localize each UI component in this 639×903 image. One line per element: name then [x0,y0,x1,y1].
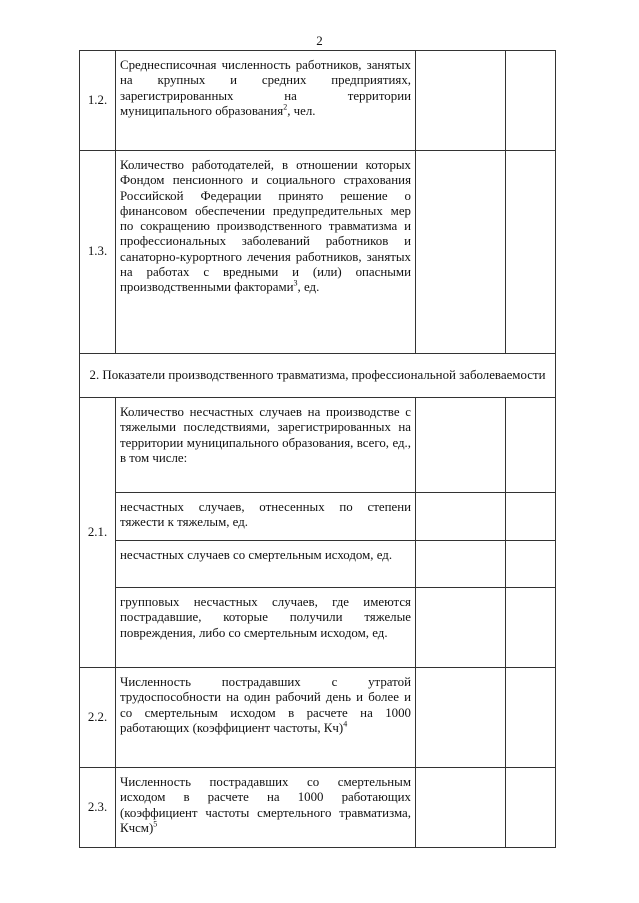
footnote-ref: 5 [153,819,158,829]
indicator-subitem: несчастных случаев, отнесенных по степени тяжести к тяжелым, ед. [116,493,416,541]
value-cell [416,768,506,848]
value-cell [416,493,506,541]
section-header-row [80,354,556,398]
section-title: 2. Показатели производственного травматизма, профессиональной заболеваемости [80,354,556,398]
value-cell [506,493,556,541]
table-row [80,588,556,668]
value-cell [506,398,556,493]
indicator-subitem: групповых несчастных случаев, где имеются пострадавшие, которые получили тяжелые повреждения, либо со смертельным исходом, ед. [116,588,416,668]
indicator-description: Количество несчастных случаев на производстве с тяжелыми последствиями, зарегистрированных на территории муниципального образования, всего, ед., в том числе: [116,398,416,493]
indicator-description: Численность пострадавших с утратой трудоспособности на один рабочий день и более и со смертельным исходом в расчете на 1000 работающих (коэффициент частоты, Кч)$^4$ [116,668,416,768]
value-cell [506,588,556,668]
table-row [80,51,556,151]
value-cell [416,151,506,354]
value-cell [506,768,556,848]
table-row [80,151,556,354]
footnote-ref: 4 [343,719,348,729]
value-cell [506,51,556,151]
value-cell [506,541,556,588]
indicator-description: Численность пострадавших со смертельным исходом в расчете на 1000 работающих (коэффициент частоты смертельного травматизма, Кчсм)$^5$ [116,768,416,848]
value-cell [416,588,506,668]
row-number: 1.3. [80,151,116,354]
footnote-ref: 3 [293,279,298,289]
indicator-subitem: несчастных случаев со смертельным исходом, ед. [116,541,416,588]
row-number: 1.2. [80,51,116,151]
footnote-ref: 2 [283,102,288,112]
table-row [80,541,556,588]
row-number: 2.1. [80,398,116,668]
table-row [80,493,556,541]
indicator-description: Среднесписочная численность работников, занятых на крупных и средних предприятиях, зарегистрированных на территории муниципального образования$^2$, чел. [116,51,416,151]
table-row [80,398,556,493]
value-cell [506,151,556,354]
row-number: 2.3. [80,768,116,848]
page-number: 2 [316,33,323,48]
value-cell [506,668,556,768]
value-cell [416,51,506,151]
table-row [80,768,556,848]
value-cell [416,398,506,493]
value-cell [416,668,506,768]
row-number: 2.2. [80,668,116,768]
indicator-description: Количество работодателей, в отношении которых Фондом пенсионного и социального страхования Российской Федерации принято решение о финансовом обеспечении предупредительных мер по сокращению производственного травматизма и профессиональных заболеваний работников и санаторно-курортного лечения работников, занятых на работах с вредными и (или) опасными производственными факторами$^3$, ед. [116,151,416,354]
table-row [80,668,556,768]
value-cell [416,541,506,588]
indicators-table [79,50,556,848]
